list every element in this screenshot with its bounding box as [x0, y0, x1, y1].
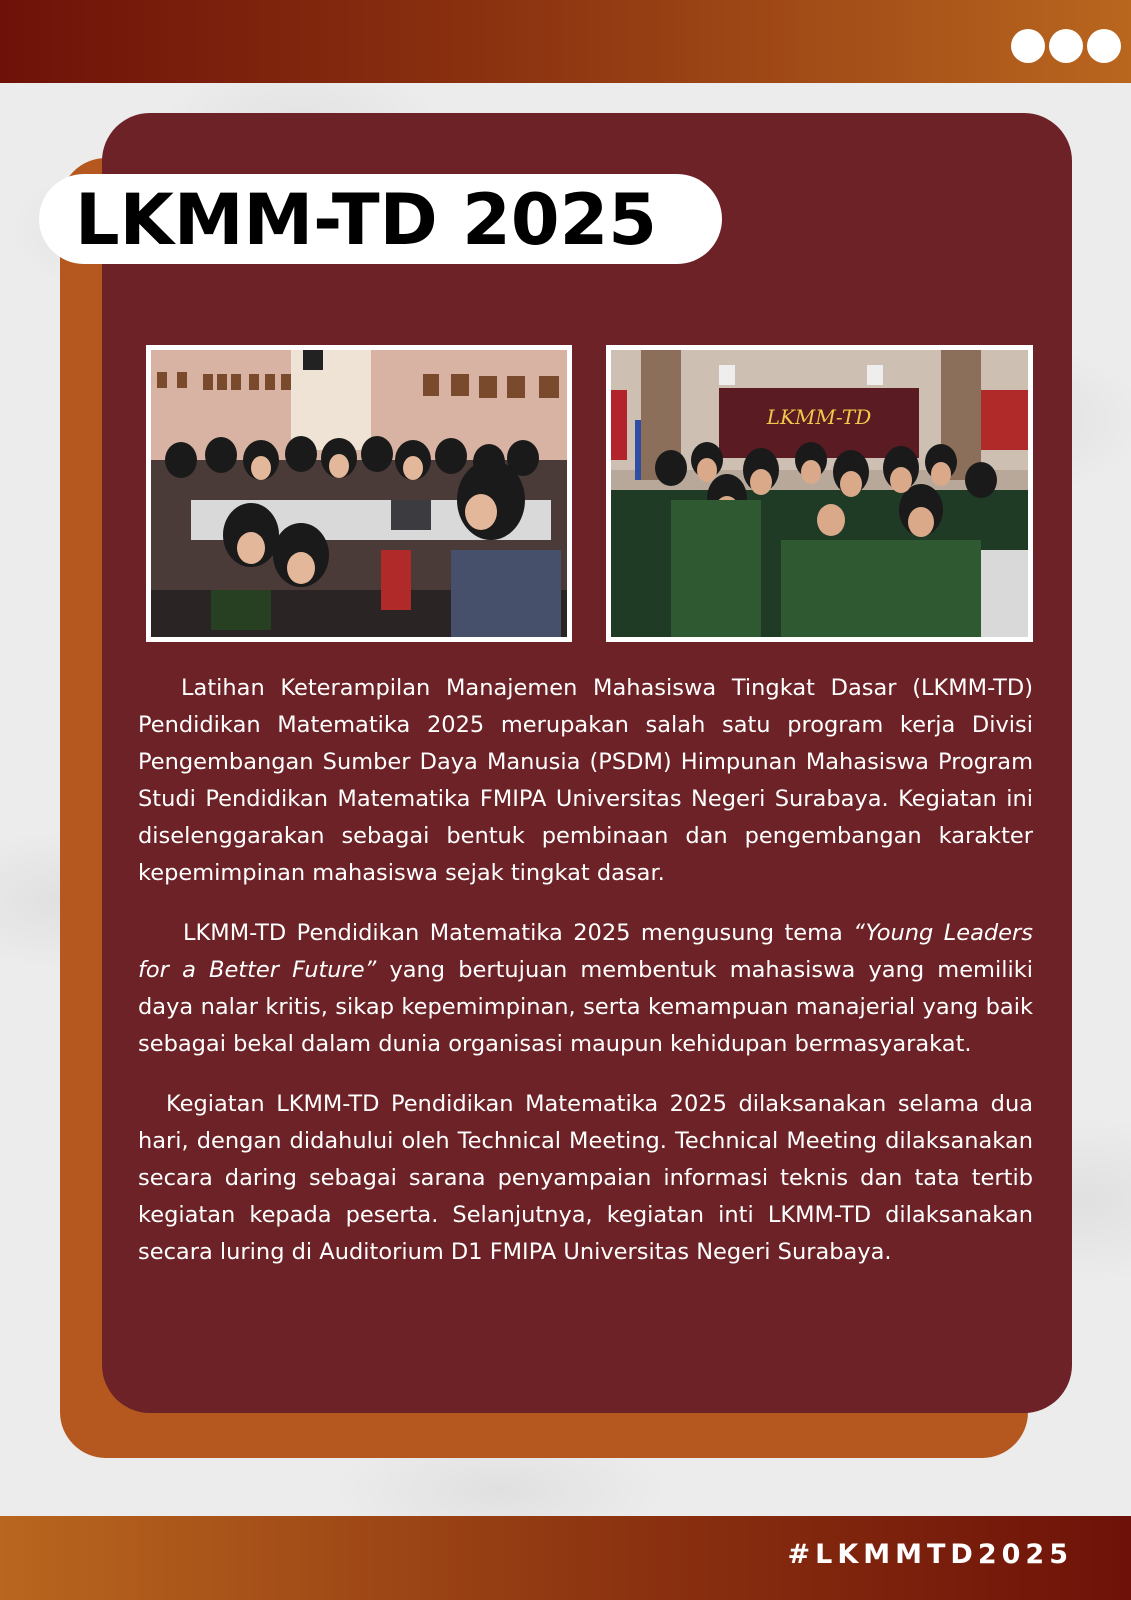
paragraph-2	[138, 915, 1033, 1063]
hashtag: #LKMMTD2025	[787, 1539, 1073, 1570]
dots-decoration	[1011, 29, 1121, 63]
photo-classroom-image	[151, 350, 567, 637]
page-title: LKMM-TD 2025	[75, 179, 657, 261]
photo-group-image	[611, 350, 1028, 637]
article-body	[138, 670, 1033, 1294]
paragraph-2-part-1: LKMM-TD Pendidikan Matematika 2025 mengusung tema	[183, 920, 854, 946]
dot-icon	[1087, 29, 1121, 63]
dot-icon	[1049, 29, 1083, 63]
photo-classroom	[146, 345, 572, 642]
top-bar	[0, 0, 1131, 83]
dot-icon	[1011, 29, 1045, 63]
paragraph-3: Kegiatan LKMM-TD Pendidikan Matematika 2025 dilaksanakan selama dua hari, dengan didahului oleh Technical Meeting. Technical Meeting dilaksanakan secara daring sebagai sarana penyampaian informasi teknis dan tata tertib kegiatan kepada peserta. Selanjutnya, kegiatan inti LKMM-TD dilaksanakan secara luring di Auditorium D1 FMIPA Universitas Negeri Surabaya.	[138, 1091, 1033, 1265]
theme-text: “Young Leaders for a Better Future”	[138, 920, 1033, 983]
paragraph-1: Latihan Keterampilan Manajemen Mahasiswa Tingkat Dasar (LKMM-TD) Pendidikan Matematika 2025 merupakan salah satu program kerja Divisi Pengembangan Sumber Daya Manusia (PSDM) Himpunan Mahasiswa Program Studi Pendidikan Matematika FMIPA Universitas Negeri Surabaya. Kegiatan ini diselenggarakan sebagai bentuk pembinaan dan pengembangan karakter kepemimpinan mahasiswa sejak tingkat dasar.	[138, 675, 1033, 886]
paragraph-2-part-2: yang bertujuan membentuk mahasiswa yang memiliki daya nalar kritis, sikap kepemimpinan, serta kemampuan manajerial yang baik sebagai bekal dalam dunia organisasi maupun kehidupan bermasyarakat.	[138, 957, 1033, 1057]
photo-group	[606, 345, 1033, 642]
title-pill	[39, 174, 722, 264]
banner-text: LKMM-TD	[766, 405, 872, 429]
